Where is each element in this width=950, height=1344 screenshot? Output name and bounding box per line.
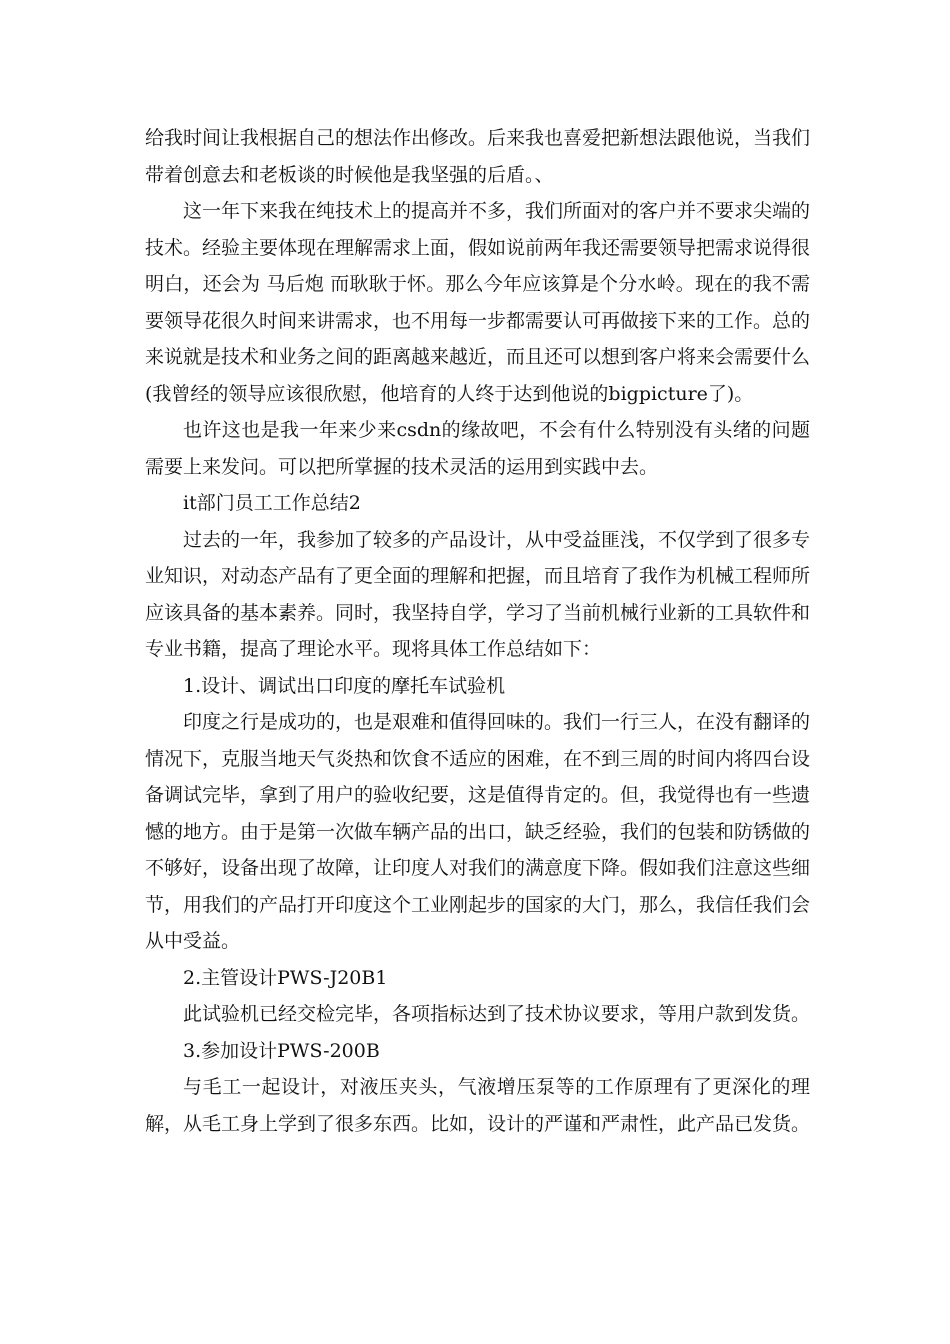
paragraph-pws-200b: 与毛工一起设计，对液压夹头，气液增压泵等的工作原理有了更深化的理解，从毛工身上学到了很多东西。比如，设计的严谨和严肃性，此产品已发货。 — [145, 1076, 811, 1135]
paragraph-past-year: 过去的一年，我参加了较多的产品设计，从中受益匪浅，不仅学到了很多专业知识，对动态产品有了更全面的理解和把握，而且培育了我作为机械工程师所应该具备的基本素养。同时，我坚持自学，学习了当前机械行业新的工具软件和专业书籍，提高了理论水平。现将具体工作总结如下： — [145, 528, 811, 660]
section-heading-summary-2: it部门员工工作总结2 — [183, 492, 361, 514]
paragraph-continuation: 给我时间让我根据自己的想法作出修改。后来我也喜爱把新想法跟他说，当我们带着创意去和老板谈的时候他是我坚强的后盾。、 — [145, 127, 811, 186]
item-heading-2: 2.主管设计PWS-J20B1 — [183, 966, 388, 989]
paragraph-india-trip: 印度之行是成功的，也是艰难和值得回味的。我们一行三人，在没有翻译的情况下，克服当地天气炎热和饮食不适应的困难，在不到三周的时间内将四台设备调试完毕，拿到了用户的验收纪要，这是值得肯定的。但，我觉得也有一些遗憾的地方。由于是第一次做车辆产品的出口，缺乏经验，我们的包装和防锈做的不够好，设备出现了故障，让印度人对我们的满意度下降。假如我们注意这些细节，用我们的产品打开印度这个工业刚起步的国家的大门，那么，我信任我们会从中受益。 — [145, 711, 811, 952]
paragraph-pws-j20b1: 此试验机已经交检完毕，各项指标达到了技术协议要求，等用户款到发货。 — [183, 1003, 811, 1025]
item-heading-1: 1.设计、调试出口印度的摩托车试验机 — [183, 674, 506, 697]
item-heading-3: 3.参加设计PWS-200B — [183, 1039, 380, 1062]
document-body — [145, 120, 810, 1142]
paragraph-tech-experience: 这一年下来我在纯技术上的提高并不多，我们所面对的客户并不要求尖端的技术。经验主要体现在理解需求上面，假如说前两年我还需要领导把需求说得很明白，还会为 马后炮 而耿耿于怀。那么今年应该算是个分水岭。现在的我不需要领导花很久时间来讲需求，也不用每一步都需要认可再做接下来的工作。总的来说就是技术和业务之间的距离越来越近，而且还可以想到客户将来会需要什么(我曾经的领导应该很欣慰，他培育的人终于达到他说的bigpicture了)。 — [145, 200, 811, 405]
paragraph-csdn: 也许这也是我一年来少来csdn的缘故吧，不会有什么特别没有头绪的问题需要上来发问。可以把所掌握的技术灵活的运用到实践中去。 — [145, 419, 810, 478]
